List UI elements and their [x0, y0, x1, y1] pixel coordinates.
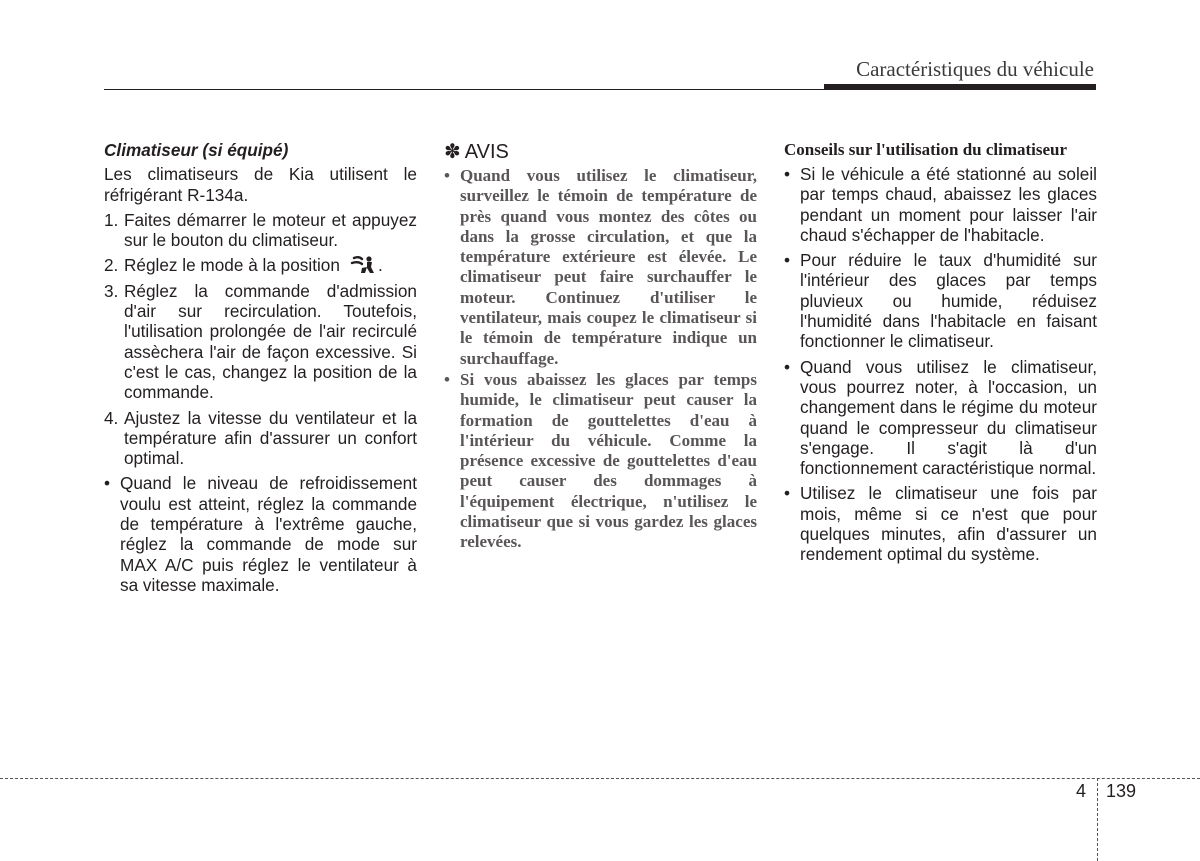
step-number: 3. — [104, 280, 119, 301]
section-title: Climatiseur (si équipé) — [104, 140, 289, 160]
avis-star-icon: ✽ — [444, 141, 461, 163]
conseils-item-2 — [784, 250, 1097, 351]
step-item-1 — [104, 210, 417, 251]
bullet-dot: • — [784, 164, 791, 184]
step-text: Réglez le mode à la position — [124, 255, 340, 276]
bullet-text: Quand le niveau de refroidissement voulu est atteint, réglez la commande de température à l'extrême gauche, réglez la commande de mode sur MAX A/C puis réglez le ventilateur à sa vitesse maximale. — [120, 473, 417, 595]
step-text-end: . — [377, 255, 383, 276]
avis-item-1 — [444, 166, 757, 369]
page-number: 139 — [1106, 781, 1137, 801]
step-text: Faites démarrer le moteur et appuyez sur le bouton du climatiseur. — [124, 209, 417, 251]
chapter-number: 4 — [1076, 781, 1087, 801]
intro-paragraph: Les climatiseurs de Kia utilisent le réfrigérant R-134a. — [104, 164, 417, 205]
bullet-dot: • — [104, 473, 111, 494]
bullet-dot: • — [444, 369, 450, 389]
step-item-2 — [104, 255, 417, 275]
conseils-column — [784, 140, 1097, 570]
avis-heading — [444, 141, 757, 163]
avis-column — [444, 140, 757, 554]
page-header-title: Caractéristiques du véhicule — [856, 57, 1094, 81]
conseils-item-3 — [784, 357, 1097, 479]
step-number: 2. — [104, 255, 119, 276]
step-number: 4. — [104, 407, 119, 428]
footer-divider — [1097, 778, 1098, 861]
left-column — [104, 140, 417, 600]
bullet-dot: • — [784, 356, 791, 377]
bullet-dot: • — [444, 166, 450, 185]
conseils-text: Pour réduire le taux d'humidité sur l'intérieur des glaces par temps pluvieux ou humide, réduisez l'humidité dans l'habitacle en faisant fonctionner le climatiseur. — [800, 250, 1097, 352]
floor-vent-mode-icon — [350, 255, 376, 275]
step-text: Ajustez la vitesse du ventilateur et la température afin d'assurer un confort optimal. — [124, 407, 417, 469]
avis-text: Quand vous utilisez le climatiseur, surveillez le témoin de température de près quand vous montez des côtes ou dans la grosse circulation, et que la température extérieure est élevée. Le climatiseur peut faire surchauffer le moteur. Continuez d'utiliser le ventilateur, mais coupez le climatiseur si le témoin de température indique un surchauffage. — [460, 166, 757, 368]
avis-item-2 — [444, 370, 757, 553]
footer-rule — [0, 778, 1200, 779]
bullet-item — [104, 473, 417, 595]
avis-title: AVIS — [464, 141, 509, 163]
header-rule — [104, 89, 1096, 90]
step-text: Réglez la commande d'admission d'air sur recirculation. Toutefois, l'utilisation prolongée de l'air recirculé assèchera l'air de façon excessive. Si c'est le cas, changez la position de la commande. — [124, 280, 417, 403]
step-item-3 — [104, 281, 417, 403]
avis-text: Si vous abaissez les glaces par temps humide, le climatiseur peut causer la formation de gouttelettes d'eau à l'intérieur du véhicule. Comme la présence excessive de gouttelettes d'eau peut causer des dommages à l'équipement électrique, n'utilisez le climatiseur que si vous gardez les glaces relevées. — [460, 369, 757, 552]
step-item-4 — [104, 408, 417, 469]
conseils-text: Utilisez le climatiseur une fois par mois, même si ce n'est que pour quelques minutes, afin d'assurer un rendement optimal du système. — [800, 483, 1097, 565]
conseils-text: Quand vous utilisez le climatiseur, vous pourrez noter, à l'occasion, un changement dans le régime du moteur quand le compresseur du climatiseur s'engage. Il s'agit là d'un fonctionnement caractéristique normal. — [800, 356, 1097, 479]
conseils-item-4 — [784, 483, 1097, 564]
step-number: 1. — [104, 209, 119, 230]
conseils-item-1 — [784, 164, 1097, 245]
bullet-dot: • — [784, 250, 791, 271]
bullet-dot: • — [784, 483, 791, 504]
conseils-title: Conseils sur l'utilisation du climatiseur — [784, 140, 1068, 159]
conseils-text: Si le véhicule a été stationné au soleil par temps chaud, abaissez les glaces pendant un moment pour laisser l'air chaud s'échapper de l'habitacle. — [800, 164, 1097, 245]
